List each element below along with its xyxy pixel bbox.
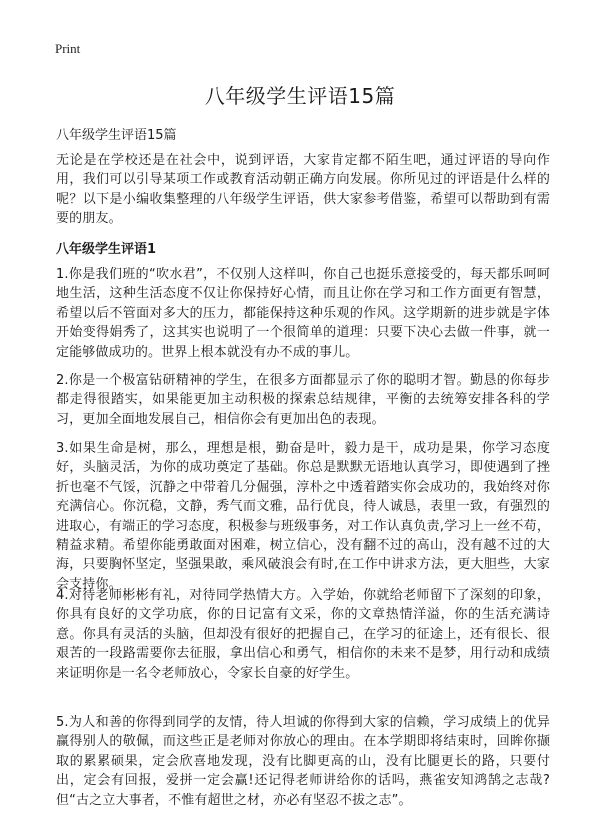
page-title: 八年级学生评语15篇 [204,84,396,108]
comment-paragraph-1: 1.你是我们班的“吹水君”，不仅别人这样叫，你自己也挺乐意接受的，每天都乐呵呵地生活，这种生活态度不仅让你保持好心情，而且让你在学习和工作方面更有智慧，希望以后不管面对多大的压力，都能保持这种乐观的作风。这学期新的进步就是字体开始变得娟秀了，这其实也说明了一个很简单的道理：只要下决心去做一件事，就一定能够做成功的。世界上根本就没有办不成的事儿。 [56,267,550,360]
print-link[interactable]: Print [55,41,81,56]
comment-paragraph-5: 5.为人和善的你得到同学的友情，待人坦诚的你得到大家的信赖，学习成绩上的优异赢得别人的敬佩，而这些正是老师对你放心的理由。在本学期即将结束时，回眸你撷取的累累硕果，定会欣喜地发现，没有比脚更高的山，没有比腿更长的路，只要付出，定会有回报，爱拼一定会赢!还记得老师讲给你的话吗，燕雀安知鸿鹄之志哉?但“古之立大事者，不惟有超世之材，亦必有坚忍不拔之志”。 [56,715,550,808]
document-subtitle: 八年级学生评语15篇 [56,128,177,143]
comment-paragraph-4: 4.对待老师彬彬有礼，对待同学热情大方。入学始，你就给老师留下了深刻的印象，你具有良好的文学功底，你的日记富有文采，你的文章热情洋溢，你的生活充满诗意。你具有灵活的头脑，但却没有很好的把握自己，在学习的征途上，还有很长、很艰苦的一段路需要你去征服，拿出信心和勇气，相信你的未来不是梦，用行动和成绩来证明你是一名令老师放心，令家长自豪的好学生。 [56,588,550,681]
intro-paragraph: 无论是在学校还是在社会中，说到评语，大家肯定都不陌生吧，通过评语的导向作用，我们可以引导某项工作或教育活动朝正确方向发展。你所见过的评语是什么样的呢？以下是小编收集整理的八年级学生评语，供大家参考借鉴，希望可以帮助到有需要的朋友。 [56,153,550,227]
comment-paragraph-3: 3.如果生命是树，那么，理想是根，勤奋是叶，毅力是干，成功是果，你学习态度好，头脑灵活，为你的成功奠定了基础。你总是默默无语地认真学习，即使遇到了挫折也毫不气馁，沉静之中带着几分倔强，淳朴之中透着踏实你会成功的，我始终对你充满信心。你沉稳，文静，秀气而文雅，品行优良，待人诚恳，表里一致，有强烈的进取心，有端正的学习态度，积极参与班级事务，对工作认真负责,学习上一丝不苟，精益求精。希望你能勇敢面对困难，树立信心，没有翻不过的高山，没有越不过的大海，只要胸怀坚定，坚强果敢，乘风破浪会有时,在工作中讲求方法，更大胆些，大家会支持你。 [56,441,550,592]
section-heading: 八年级学生评语1 [56,242,157,257]
comment-paragraph-2: 2.你是一个极富钻研精神的学生，在很多方面都显示了你的聪明才智。勤恳的你每步都走得很踏实，如果能更加主动积极的探索总结规律，平衡的去统筹安排各科的学习，更加全面地发展自己，相信你会有更加出色的表现。 [56,373,550,427]
